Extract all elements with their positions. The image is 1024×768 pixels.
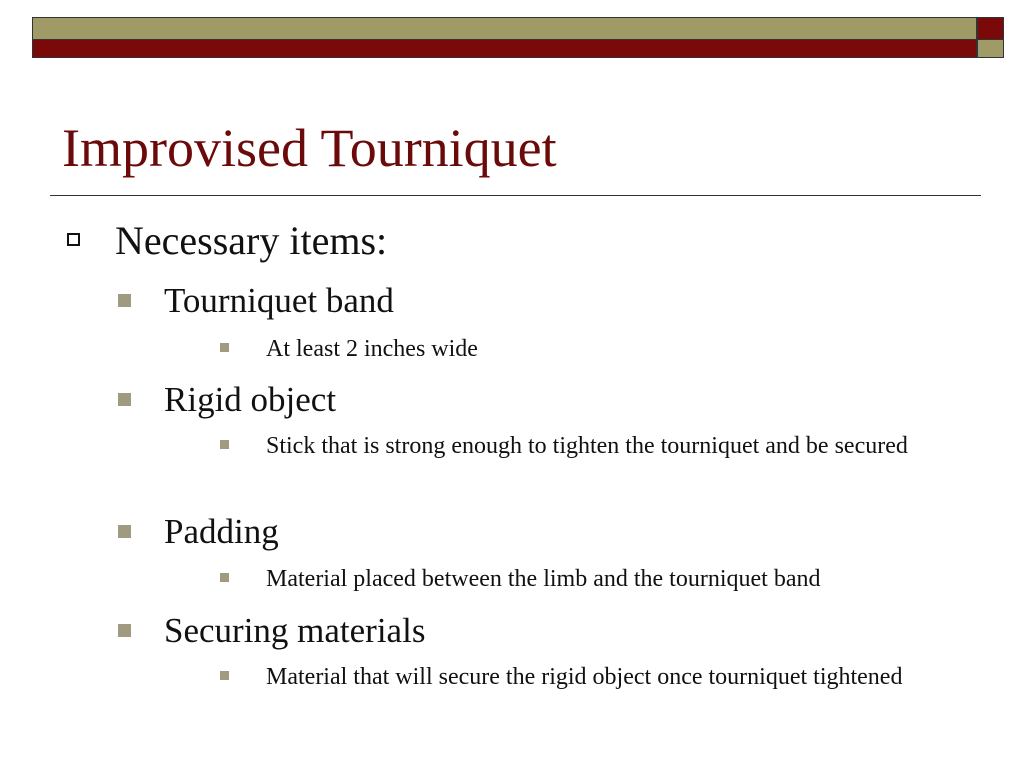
filled-square-bullet-icon xyxy=(118,294,131,307)
banner-olive-square xyxy=(977,40,1004,58)
small-filled-square-bullet-icon xyxy=(220,440,229,449)
banner-olive-stripe xyxy=(32,17,977,40)
filled-square-bullet-icon xyxy=(118,624,131,637)
level3-text: Material that will secure the rigid object once tourniquet tightened xyxy=(266,664,903,690)
banner-maroon-square xyxy=(977,17,1004,40)
level2-text: Securing materials xyxy=(164,611,426,650)
small-filled-square-bullet-icon xyxy=(220,343,229,352)
level3-text: At least 2 inches wide xyxy=(266,336,478,362)
level3-text: Stick that is strong enough to tighten the tourniquet and be secured xyxy=(266,433,908,459)
title-divider xyxy=(50,195,981,196)
level3-text: Material placed between the limb and the tourniquet band xyxy=(266,566,821,592)
level2-text: Rigid object xyxy=(164,380,337,419)
small-filled-square-bullet-icon xyxy=(220,573,229,582)
filled-square-bullet-icon xyxy=(118,393,131,406)
banner-maroon-stripe xyxy=(32,40,977,58)
small-filled-square-bullet-icon xyxy=(220,671,229,680)
filled-square-bullet-icon xyxy=(118,525,131,538)
level1-text: Necessary items: xyxy=(115,218,388,263)
level2-text: Padding xyxy=(164,512,279,551)
slide-title: Improvised Tourniquet xyxy=(62,118,557,178)
hollow-square-bullet-icon xyxy=(67,233,80,246)
level2-text: Tourniquet band xyxy=(164,281,394,320)
